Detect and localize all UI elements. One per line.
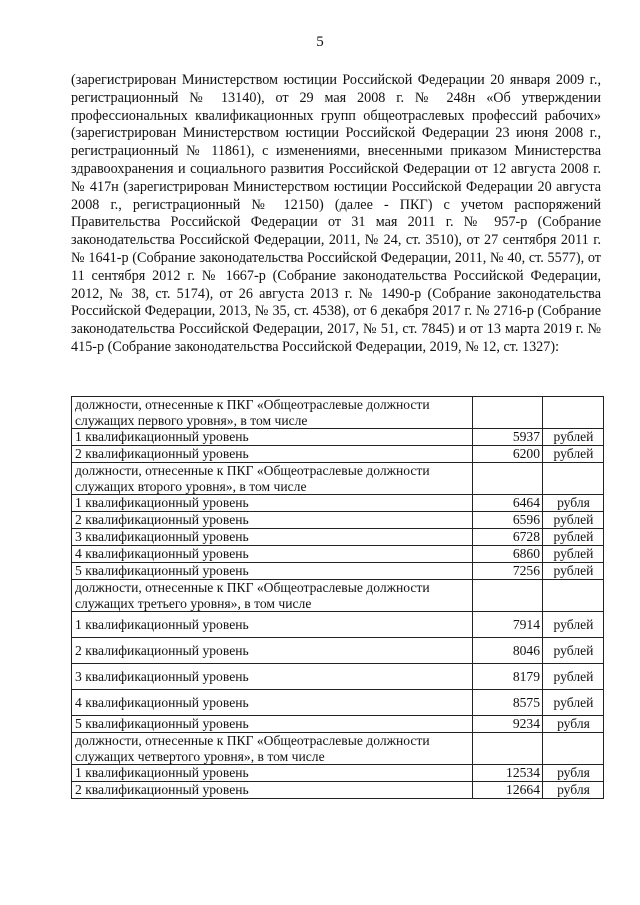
amount-cell: 6464 bbox=[473, 495, 543, 512]
unit-cell: рублей bbox=[543, 529, 604, 546]
amount-cell: 6200 bbox=[473, 446, 543, 463]
amount-cell: 8575 bbox=[473, 690, 543, 716]
amount-cell: 6860 bbox=[473, 546, 543, 563]
level-cell: 1 квалификационный уровень bbox=[72, 765, 473, 782]
unit-cell: рубля bbox=[543, 716, 604, 733]
unit-cell: рублей bbox=[543, 638, 604, 664]
amount-cell: 7914 bbox=[473, 612, 543, 638]
amount-cell: 8046 bbox=[473, 638, 543, 664]
group-header: должности, отнесенные к ПКГ «Общеотраслевые должности служащих четвертого уровня», в том числе bbox=[72, 733, 473, 765]
salary-table bbox=[71, 396, 604, 799]
table-row bbox=[72, 765, 604, 782]
amount-cell: 12534 bbox=[473, 765, 543, 782]
level-cell: 5 квалификационный уровень bbox=[72, 563, 473, 580]
unit-cell: рубля bbox=[543, 495, 604, 512]
level-cell: 2 квалификационный уровень bbox=[72, 446, 473, 463]
unit-cell: рублей bbox=[543, 429, 604, 446]
level-cell: 2 квалификационный уровень bbox=[72, 638, 473, 664]
level-cell: 3 квалификационный уровень bbox=[72, 664, 473, 690]
level-cell: 1 квалификационный уровень bbox=[72, 429, 473, 446]
unit-cell: рублей bbox=[543, 563, 604, 580]
level-cell: 2 квалификационный уровень bbox=[72, 782, 473, 799]
group-header: должности, отнесенные к ПКГ «Общеотраслевые должности служащих первого уровня», в том числе bbox=[72, 397, 473, 429]
amount-cell: 12664 bbox=[473, 782, 543, 799]
group-header-row bbox=[72, 463, 604, 495]
amount-cell: 7256 bbox=[473, 563, 543, 580]
unit-cell: рубля bbox=[543, 782, 604, 799]
level-cell: 1 квалификационный уровень bbox=[72, 612, 473, 638]
amount-cell: 8179 bbox=[473, 664, 543, 690]
table-row bbox=[72, 546, 604, 563]
level-cell: 3 квалификационный уровень bbox=[72, 529, 473, 546]
table-row bbox=[72, 716, 604, 733]
level-cell: 2 квалификационный уровень bbox=[72, 512, 473, 529]
unit-cell: рублей bbox=[543, 446, 604, 463]
table-row bbox=[72, 612, 604, 638]
level-cell: 5 квалификационный уровень bbox=[72, 716, 473, 733]
group-header: должности, отнесенные к ПКГ «Общеотраслевые должности служащих второго уровня», в том числе bbox=[72, 463, 473, 495]
unit-cell: рублей bbox=[543, 664, 604, 690]
intro-paragraph: (зарегистрирован Министерством юстиции Российской Федерации 20 января 2009 г., регистрационный № 13140), от 29 мая 2008 г. № 248н «Об утверждении профессиональных квалификационных групп общеотраслевых профессий рабочих» (зарегистрирован Министерством юстиции Российской Федерации 23 июня 2008 г., регистрационный № 11861), с изменениями, внесенными приказом Министерства здравоохранения и социального развития Российской Федерации от 12 августа 2008 г. № 417н (зарегистрирован Министерством юстиции Российской Федерации 20 августа 2008 г., регистрационный № 12150) (далее - ПКГ) с учетом распоряжений Правительства Российской Федерации от 31 мая 2011 г. № 957-р (Собрание законодательства Российской Федерации, 2011, № 24, ст. 3510), от 27 сентября 2011 г. № 1641-р (Собрание законодательства Российской Федерации, 2011, № 40, ст. 5577), от 11 сентября 2012 г. № 1667-р (Собрание законодательства Российской Федерации, 2012, № 38, ст. 5174), от 26 августа 2013 г. № 1490-р (Собрание законодательства Российской Федерации, 2013, № 35, ст. 4538), от 6 декабря 2017 г. № 2716-р (Собрание законодательства Российской Федерации, 2017, № 51, ст. 7845) и от 13 марта 2019 г. № 415-р (Собрание законодательства Российской Федерации, 2019, № 12, ст. 1327): bbox=[71, 72, 601, 355]
table-row bbox=[72, 495, 604, 512]
group-header: должности, отнесенные к ПКГ «Общеотраслевые должности служащих третьего уровня», в том числе bbox=[72, 580, 473, 612]
unit-cell: рубля bbox=[543, 765, 604, 782]
amount-cell: 6728 bbox=[473, 529, 543, 546]
table-row bbox=[72, 563, 604, 580]
group-header-row bbox=[72, 397, 604, 429]
unit-cell: рублей bbox=[543, 690, 604, 716]
table-row bbox=[72, 690, 604, 716]
level-cell: 1 квалификационный уровень bbox=[72, 495, 473, 512]
table-row bbox=[72, 429, 604, 446]
level-cell: 4 квалификационный уровень bbox=[72, 546, 473, 563]
unit-cell: рублей bbox=[543, 546, 604, 563]
table-row bbox=[72, 446, 604, 463]
amount-cell: 6596 bbox=[473, 512, 543, 529]
unit-cell: рублей bbox=[543, 612, 604, 638]
amount-cell: 9234 bbox=[473, 716, 543, 733]
table-row bbox=[72, 638, 604, 664]
level-cell: 4 квалификационный уровень bbox=[72, 690, 473, 716]
group-header-row bbox=[72, 580, 604, 612]
amount-cell: 5937 bbox=[473, 429, 543, 446]
group-header-row bbox=[72, 733, 604, 765]
page-number: 5 bbox=[316, 34, 324, 50]
table-row bbox=[72, 512, 604, 529]
table-row bbox=[72, 664, 604, 690]
table-row bbox=[72, 782, 604, 799]
unit-cell: рублей bbox=[543, 512, 604, 529]
table-row bbox=[72, 529, 604, 546]
